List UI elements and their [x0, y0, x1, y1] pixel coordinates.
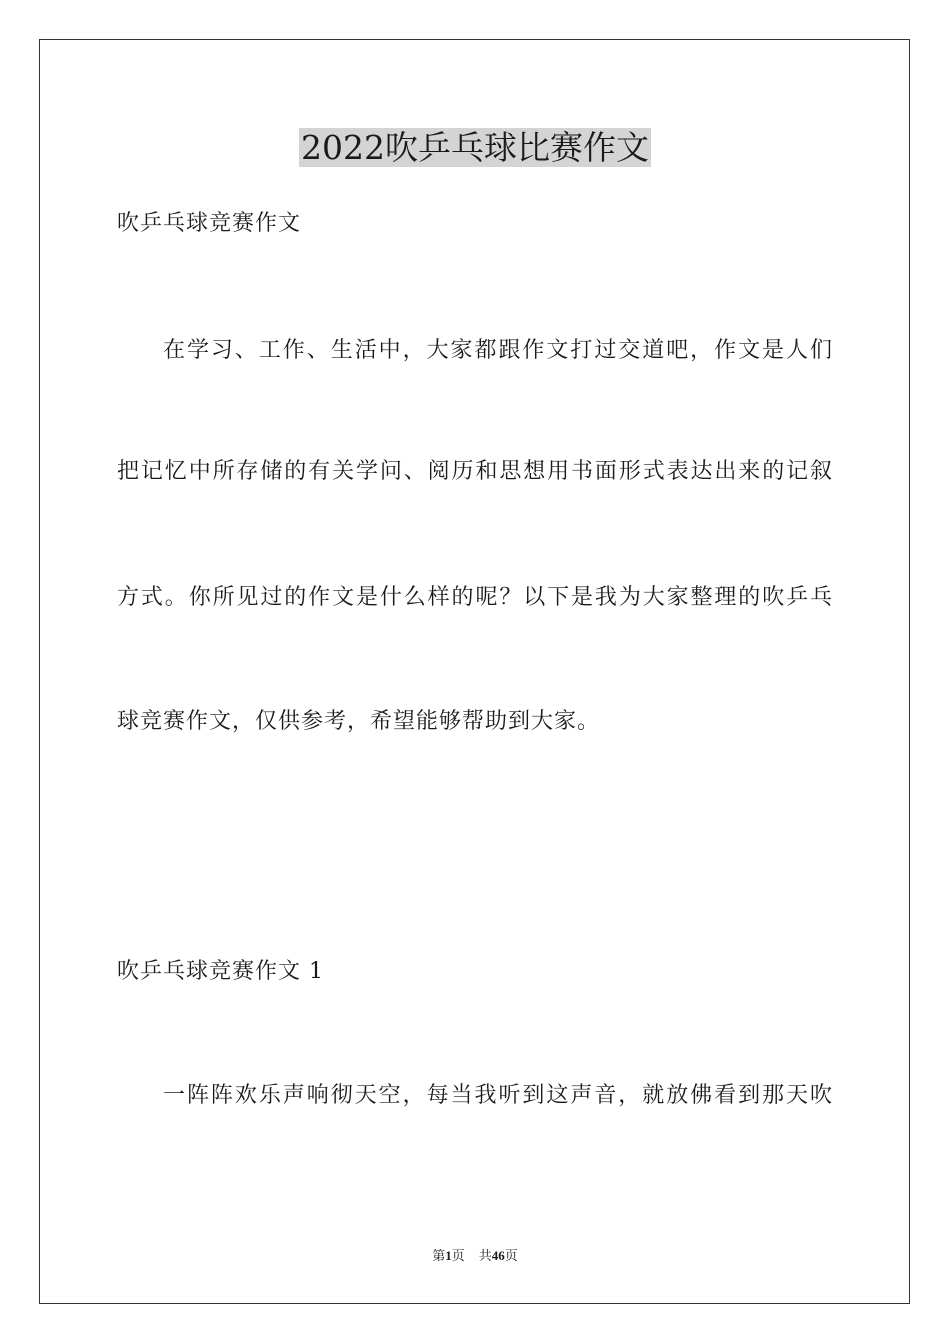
paragraph-line: 在学习、工作、生活中，大家都跟作文打过交道吧，作文是人们 — [163, 338, 833, 363]
document-subtitle: 吹乒乓球竞赛作文 — [117, 211, 302, 236]
paragraph-line: 一阵阵欢乐声响彻天空，每当我听到这声音，就放佛看到那天吹 — [163, 1083, 833, 1108]
paragraph-line: 球竞赛作文，仅供参考，希望能够帮助到大家。 — [117, 709, 601, 734]
footer-total-suffix: 页 — [504, 1248, 518, 1263]
footer-total-pages: 46 — [491, 1248, 505, 1263]
footer-page-number: 1 — [445, 1248, 452, 1263]
document-title — [0, 128, 950, 168]
footer-total-prefix: 共 — [478, 1248, 492, 1263]
page-footer — [0, 1247, 950, 1265]
footer-page-suffix: 页 — [451, 1248, 465, 1263]
footer-page-prefix: 第 — [432, 1248, 446, 1263]
paragraph-line: 方式。你所见过的作文是什么样的呢？以下是我为大家整理的吹乒乓 — [117, 585, 833, 610]
document-title-text: 2022吹乒乓球比赛作文 — [301, 128, 649, 167]
paragraph-line: 把记忆中所存储的有关学问、阅历和思想用书面形式表达出来的记叙 — [117, 459, 833, 484]
section-heading: 吹乒乓球竞赛作文 1 — [117, 959, 324, 984]
